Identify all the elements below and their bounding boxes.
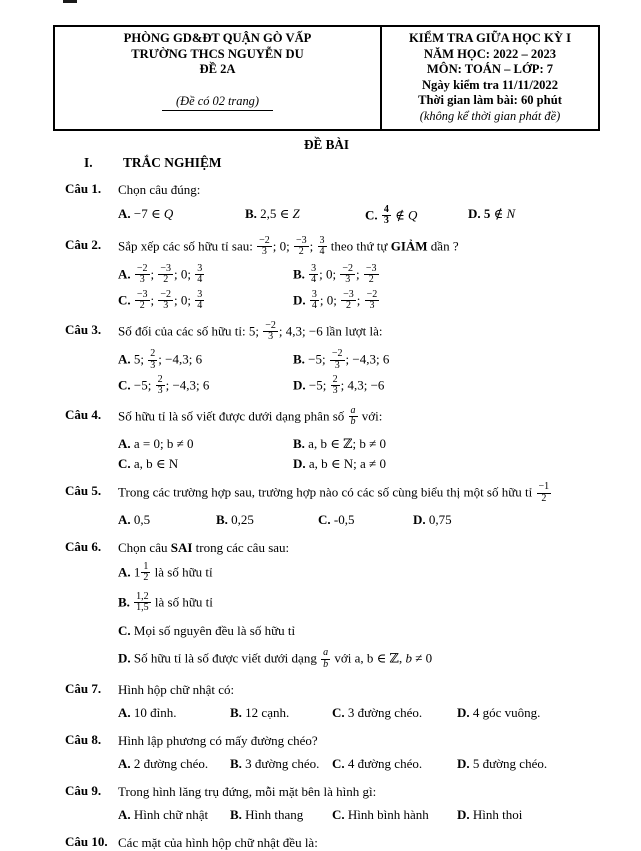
option-C: C. $\frac{4}{3}$ ∉ Q — [365, 203, 418, 226]
question-10 — [53, 834, 600, 851]
option-key: D. — [293, 377, 306, 393]
option-A: A. 10 đỉnh. — [118, 704, 177, 720]
option-key: D. — [468, 205, 481, 221]
option-key: D. — [293, 292, 306, 308]
fraction: $\frac{-3}{2}$ — [160, 263, 172, 286]
question-label: Câu 5. — [65, 483, 102, 499]
option-key: A. — [118, 435, 131, 451]
question-prompt: Hình lập phương có mấy đường chéo? — [118, 732, 318, 748]
question-prompt: Số hữu tỉ là số viết được dưới dạng phân số $\frac{a}{b}$ với: — [118, 405, 383, 428]
option-key: B. — [245, 205, 257, 221]
question-label: Câu 7. — [65, 680, 102, 696]
option-C: C. -0,5 — [318, 511, 355, 527]
option-key: B. — [230, 704, 242, 720]
option-A: A. $\frac{-2}{3}$ ; $\frac{-3}{2}$ ; 0; $\frac{3}{4}$ — [118, 263, 203, 286]
fraction: $\frac{2}{3}$ — [157, 373, 163, 396]
option-C: C. Mọi số nguyên đều là số hữu tỉ — [118, 623, 296, 639]
option-key: C. — [365, 207, 378, 223]
question-6 — [53, 539, 600, 671]
option-A: A. Hình chữ nhật — [118, 807, 209, 822]
option-C: C. 4 đường chéo. — [332, 755, 423, 771]
school-name: TRƯỜNG THCS NGUYỄN DU — [131, 46, 304, 61]
exam-code: ĐỀ 2A — [199, 62, 236, 77]
department-name: PHÒNG GD&ĐT QUẬN GÒ VẤP — [123, 31, 312, 45]
fraction: $\frac{3}{4}$ — [319, 234, 325, 258]
fraction: $\frac{1,2}{1,5}$ — [136, 591, 149, 614]
option-D: D. 5 ∉ N — [468, 205, 516, 221]
option-key: A. — [118, 807, 131, 822]
option-key: B. — [230, 807, 242, 822]
option-key: B. — [216, 511, 228, 527]
fraction: $\frac{-1}{2}$ — [538, 481, 550, 504]
option-A: A. a = 0; b ≠ 0 — [118, 435, 194, 451]
fraction: $\frac{4}{3}$ — [383, 203, 389, 226]
question-prompt: Trong hình lăng trụ đứng, mỗi mặt bên là hình gì: — [118, 783, 377, 799]
question-8 — [53, 732, 600, 773]
question-5 — [53, 483, 600, 528]
fraction: $\frac{-3}{2}$ — [343, 288, 354, 311]
question-1 — [53, 181, 600, 227]
option-key: C. — [332, 807, 345, 822]
option-B: B. $\frac{1,2}{1,5}$ là số hữu tỉ — [118, 591, 213, 614]
option-key: A. — [118, 511, 131, 527]
fraction: $\frac{3}{4}$ — [311, 263, 317, 286]
options-group — [118, 807, 600, 824]
scan-artifact — [63, 0, 77, 3]
option-D: D. 0,75 — [413, 511, 452, 527]
document-title: ĐỀ BÀI — [303, 137, 350, 153]
question-label: Câu 9. — [65, 782, 102, 798]
option-B: B. Hình thang — [230, 807, 304, 822]
question-label: Câu 1. — [65, 181, 102, 197]
option-D: D. 4 góc vuông. — [457, 704, 541, 720]
option-key: C. — [118, 456, 131, 472]
option-key: C. — [332, 755, 345, 771]
option-D: D. Hình thoi — [457, 807, 523, 822]
option-key: B. — [230, 755, 242, 771]
option-key: D. — [457, 807, 470, 822]
question-7 — [53, 681, 600, 722]
question-prompt: Chọn câu đúng: — [118, 182, 201, 198]
question-label: Câu 4. — [65, 407, 102, 423]
option-key: D. — [118, 651, 131, 667]
subject-grade: MÔN: TOÁN – LỚP: 7 — [426, 62, 554, 77]
fraction: $\frac{-3}{2}$ — [365, 263, 377, 286]
options-group — [118, 512, 600, 529]
option-key: C. — [332, 704, 345, 720]
fraction: $\frac{-2}{3}$ — [331, 348, 343, 371]
fraction: $\frac{2}{3}$ — [332, 373, 338, 396]
option-A: A. −7 ∈ Q — [118, 205, 174, 221]
option-B: B. 3 đường chéo. — [230, 755, 320, 771]
fraction: $\frac{a}{b}$ — [350, 405, 356, 428]
fraction: $\frac{-2}{3}$ — [265, 320, 276, 343]
question-2 — [53, 234, 600, 312]
option-key: B. — [293, 266, 305, 282]
option-key: A. — [118, 564, 131, 580]
option-key: C. — [118, 623, 131, 639]
fraction: $\frac{3}{4}$ — [197, 288, 203, 311]
question-label: Câu 3. — [65, 322, 102, 338]
option-key: C. — [118, 377, 131, 393]
options-group — [118, 350, 600, 397]
question-label: Câu 10. — [65, 833, 108, 849]
fraction: $\frac{3}{4}$ — [311, 288, 317, 311]
option-D: D. −5; $\frac{2}{3}$ ; 4,3; −6 — [293, 373, 385, 396]
section-heading — [84, 155, 600, 171]
option-D: D. a, b ∈ N; a ≠ 0 — [293, 456, 386, 472]
duration: Thời gian làm bài: 60 phút — [418, 93, 562, 108]
fraction: $\frac{-3}{2}$ — [295, 234, 307, 258]
options-group — [118, 436, 600, 474]
header-school-cell — [55, 27, 382, 129]
option-D: D. $\frac{3}{4}$ ; 0; $\frac{-3}{2}$ ; $\frac{-2}{3}$ — [293, 288, 378, 311]
questions-list — [53, 181, 600, 851]
option-key: A. — [118, 266, 131, 282]
option-A: A. 5; $\frac{2}{3}$ ; −4,3; 6 — [118, 348, 203, 371]
option-A: A. 1 $\frac{1}{2}$ là số hữu tỉ — [118, 560, 213, 583]
section-label: TRẮC NGHIỆM — [123, 155, 222, 171]
options-group — [118, 756, 600, 773]
duration-note: (không kể thời gian phát đề) — [419, 108, 561, 123]
option-key: A. — [118, 704, 131, 720]
fraction: $\frac{1}{2}$ — [143, 560, 149, 583]
fraction: $\frac{-2}{3}$ — [342, 263, 354, 286]
school-year: NĂM HỌC: 2022 – 2023 — [423, 46, 557, 61]
question-label: Câu 8. — [65, 731, 102, 747]
question-prompt: Sắp xếp các số hữu tỉ sau: $\frac{-2}{3}$ ; 0; $\frac{-3}{2}$ ; $\frac{3}{4}$ theo thứ tự GIẢM dần ? — [118, 234, 459, 258]
fraction: $\frac{a}{b}$ — [323, 647, 329, 670]
question-9 — [53, 783, 600, 824]
option-A: A. 0,5 — [118, 511, 151, 527]
section-numeral: I. — [84, 155, 93, 171]
option-key: A. — [118, 352, 131, 368]
option-key: B. — [293, 352, 305, 368]
fraction: $\frac{-3}{2}$ — [136, 288, 148, 311]
option-B: B. −5; $\frac{-2}{3}$ ; −4,3; 6 — [293, 348, 390, 371]
question-prompt: Các mặt của hình hộp chữ nhật đều là: — [118, 834, 318, 850]
options-group — [118, 705, 600, 722]
header-table — [53, 25, 600, 131]
fraction: $\frac{-2}{3}$ — [259, 234, 270, 258]
option-D: D. 5 đường chéo. — [457, 755, 548, 771]
fraction: $\frac{3}{4}$ — [197, 263, 203, 286]
option-B: B. 12 cạnh. — [230, 704, 290, 720]
options-group — [118, 265, 600, 312]
option-key: D. — [457, 755, 470, 771]
option-key: C. — [118, 292, 131, 308]
options-group — [118, 560, 600, 671]
option-key: A. — [118, 755, 131, 771]
option-key: C. — [318, 511, 331, 527]
option-key: D. — [413, 511, 426, 527]
fraction: $\frac{-2}{3}$ — [136, 263, 148, 286]
option-key: A. — [118, 205, 131, 221]
option-C: C. a, b ∈ N — [118, 456, 179, 472]
options-group — [118, 203, 600, 227]
option-key: D. — [457, 704, 470, 720]
option-C: C. $\frac{-3}{2}$ ; $\frac{-2}{3}$ ; 0; $\frac{3}{4}$ — [118, 288, 203, 311]
option-C: C. Hình bình hành — [332, 807, 429, 822]
question-prompt: Trong các trường hợp sau, trường hợp nào có các số cùng biểu thị một số hữu tỉ $\frac{-1}{2}$ — [118, 481, 550, 504]
question-3 — [53, 322, 600, 397]
option-key: B. — [118, 594, 130, 610]
question-prompt: Hình hộp chữ nhật có: — [118, 681, 235, 697]
question-prompt: Chọn câu SAI trong các câu sau: — [118, 539, 290, 555]
option-B: B. $\frac{3}{4}$ ; 0; $\frac{-2}{3}$ ; $\frac{-3}{2}$ — [293, 263, 377, 286]
option-D: D. Số hữu tỉ là số được viết dưới dạng $\frac{a}{b}$ với a, b ∈ ℤ, b ≠ 0 — [118, 647, 433, 670]
exam-date: Ngày kiểm tra 11/11/2022 — [421, 77, 559, 92]
header-exam-cell — [382, 27, 598, 129]
option-B: B. a, b ∈ ℤ; b ≠ 0 — [293, 435, 387, 451]
question-label: Câu 2. — [65, 236, 102, 252]
option-A: A. 2 đường chéo. — [118, 755, 209, 771]
question-4 — [53, 407, 600, 473]
option-B: B. 2,5 ∈ Z — [245, 205, 300, 221]
exam-title: KIỂM TRA GIỮA HỌC KỲ I — [409, 31, 571, 45]
question-prompt: Số đối của các số hữu tỉ: 5; $\frac{-2}{3}$ ; 4,3; −6 lần lượt là: — [118, 320, 383, 343]
fraction: $\frac{-2}{3}$ — [160, 288, 172, 311]
option-C: C. 3 đường chéo. — [332, 704, 423, 720]
option-C: C. −5; $\frac{2}{3}$ ; −4,3; 6 — [118, 373, 210, 396]
page-count-note: (Đề có 02 trang) — [162, 94, 273, 111]
question-label: Câu 6. — [65, 538, 102, 554]
fraction: $\frac{2}{3}$ — [150, 348, 156, 371]
fraction: $\frac{-2}{3}$ — [366, 288, 378, 311]
option-B: B. 0,25 — [216, 511, 254, 527]
option-key: D. — [293, 456, 306, 472]
option-key: B. — [293, 435, 305, 451]
